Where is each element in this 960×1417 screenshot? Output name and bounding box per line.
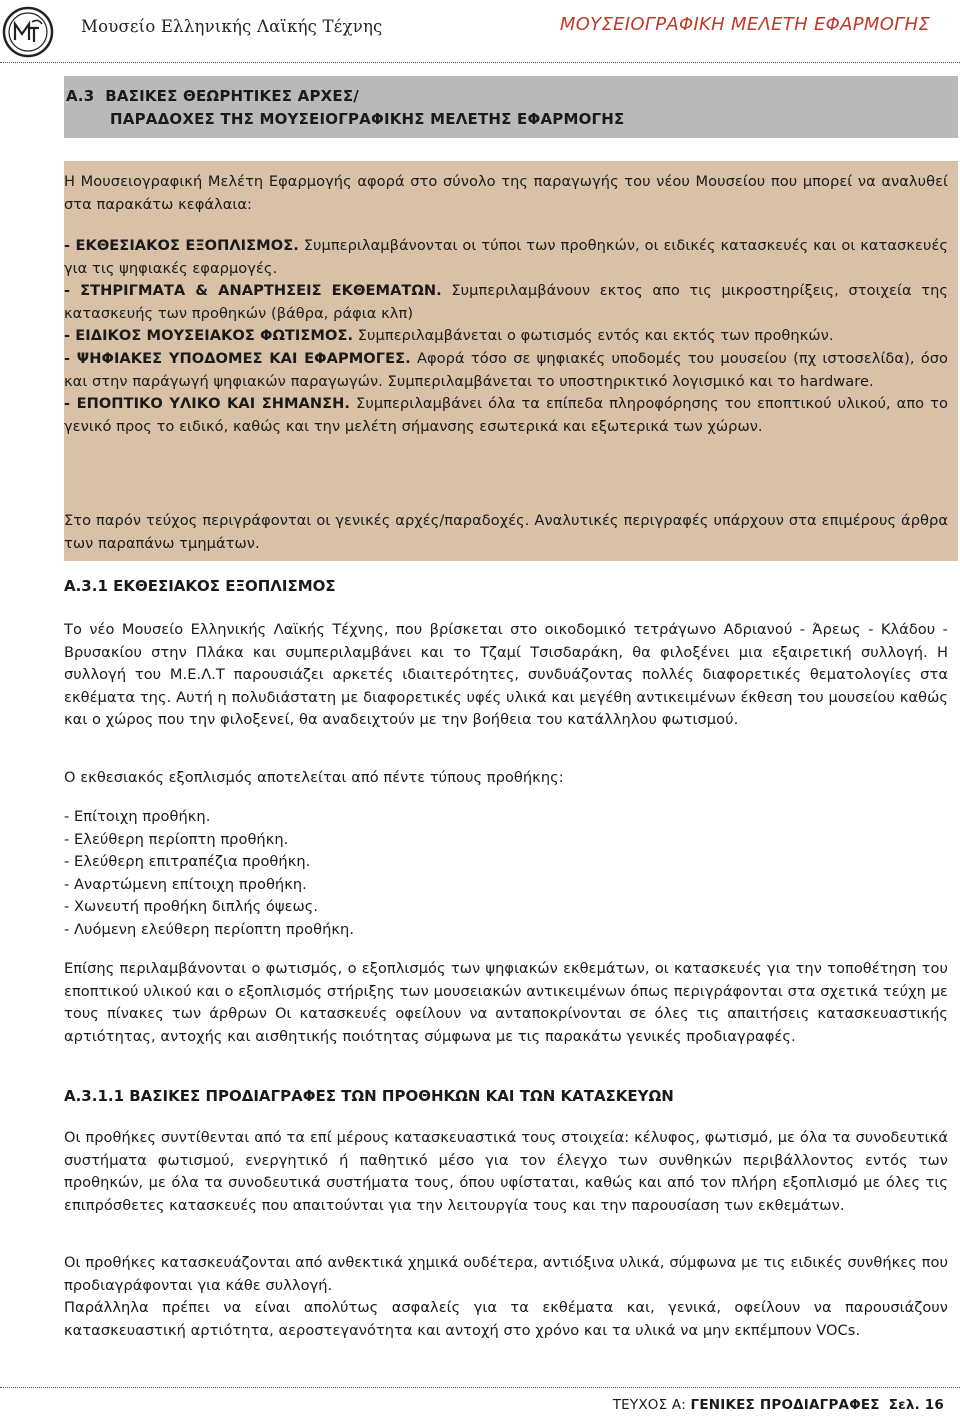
volume-title: ΓΕΝΙΚΕΣ ΠΡΟΔΙΑΓΡΑΦΕΣ bbox=[690, 1397, 880, 1413]
chapter-text: Αφορά τόσο σε ψηφιακές υποδομές του μουσείου (πχ ιστοσελίδα), όσο και στην παράγωγή ψηφιακών παραγωγών. Συμπεριλαμβάνεται το υποστηρικτικό λογισμικό και το hardware. bbox=[64, 349, 949, 390]
chapter-item bbox=[64, 348, 948, 393]
volume-label: ΤΕΥΧΟΣ Α: bbox=[612, 1397, 687, 1413]
paragraph: Ο εκθεσιακός εξοπλισμός αποτελείται από πέντε τύπους προθήκης: bbox=[64, 769, 564, 786]
list-item: - Λυόμενη ελεύθερη περίοπτη προθήκη. bbox=[64, 920, 355, 938]
paragraph: Παράλληλα πρέπει να είναι απολύτως ασφαλείς για τα εκθέματα και, γενικά, οφείλουν να παρουσιάζουν κατασκευαστική αρτιότητα, αεροστεγανότητα και αντοχή στο χρόνο και τα υλικά να μην εκπέμπουν VOCs. bbox=[64, 1299, 948, 1339]
paragraph: Οι προθήκες συντίθενται από τα επί μέρους κατασκευαστικά τους στοιχεία: κέλυφος, φωτισμό, με όλα τα συνοδευτικά συστήματα φωτισμού, ενεργητικό ή παθητικό μέσο για τον έλεγχο των συνθηκών περιβάλλοντος εντός των προθηκών, με όλα τα συνοδευτικά συστήματα τους, όπου υφίσταται, καθώς και από τον πλήρη εξοπλισμό με όλες τις επιπρόσθετες κατασκευές που απαιτούνται για την λειτουργία τους και την παρουσίαση των εκθεμάτων. bbox=[64, 1129, 948, 1214]
chapter-item bbox=[64, 393, 948, 438]
list-item: - Ελεύθερη επιτραπέζια προθήκη. bbox=[64, 853, 311, 871]
intro-text bbox=[64, 171, 948, 216]
section-heading-line2: ΠΑΡΑΔΟΧΕΣ ΤΗΣ ΜΟΥΣΕΙΟΓΡΑΦΙΚΗΣ ΜΕΛΕΤΗΣ ΕΦΑΡΜΟΓΗΣ bbox=[110, 110, 625, 128]
chapter-text: Συμπεριλαμβάνεται ο φωτισμός εντός και εκτός των προθηκών. bbox=[353, 327, 834, 345]
page-footer bbox=[613, 1394, 944, 1417]
a31-paragraph2 bbox=[64, 958, 948, 1048]
paragraph: Επίσης περιλαμβάνονται ο φωτισμός, ο εξοπλισμός των ψηφιακών εκθεμάτων, οι κατασκευές για την τοποθέτηση του εποπτικού υλικού και ο εξοπλισμός στήριξης των μουσειακών αντικειμένων όπως περιγράφονται στα σχετικά τεύχη με τους πίνακες των άρθρων Οι κατασκευές οφείλουν να ανταποκρίνονται σε όλες τις απαιτήσεις κατασκευαστικής αρτιότητας, αντοχής και αισθητικής ποιότητας σύμφωνα με τις παρακάτω γενικές προδιαγραφές. bbox=[64, 960, 948, 1045]
subsection-heading-a311: Α.3.1.1 ΒΑΣΙΚΕΣ ΠΡΟΔΙΑΓΡΑΦΕΣ ΤΩΝ ΠΡΟΘΗΚΩΝ ΚΑΙ ΤΩΝ ΚΑΤΑΣΚΕΥΩΝ bbox=[64, 1087, 674, 1105]
study-title: ΜΟΥΣΕΙΟΓΡΑΦΙΚΗ ΜΕΛΕΤΗ ΕΦΑΡΜΟΓΗΣ bbox=[559, 14, 930, 35]
chapter-item bbox=[64, 280, 948, 325]
paragraph: Το νέο Μουσείο Ελληνικής Λαϊκής Τέχνης, που βρίσκεται στο οικοδομικό τετράγωνο Αδριανού - Άρεως - Κλάδου - Βρυσακίου στην Πλάκα και συμπεριλαμβάνει και το Τζαμί Τσισδαράκη, θα φιλοξένει μια εξαιρετική συλλογή. Η συλλογή του Μ.Ε.Λ.Τ παρουσιάζει αρκετές ιδιαιτερότητες, συνδυάζοντας πολλές διαφορετικές θεματολογίες στα εκθέματα της. Αυτή η πολυδιάστατη με διαφορετικές υφές υλικά και μεγέθη αντικειμένων έκθεση του μουσείου καθώς και ο χώρος που την φιλοξενεί, θα αναδειχτούν με την βοήθεια του κατάλληλου φωτισμού. bbox=[64, 621, 948, 729]
chapter-text: Συμπεριλαμβάνονται οι τύποι των προθηκών, οι ειδικές κατασκευές και οι κατασκευές για τις ψηφιακές εφαρμογές. bbox=[64, 237, 948, 277]
chapter-title: - ΣΤΗΡΙΓΜΑΤΑ & ΑΝΑΡΤΗΣΕΙΣ ΕΚΘΕΜΑΤΩΝ. bbox=[64, 282, 442, 300]
chapter-item bbox=[64, 235, 948, 280]
a31-paragraph1 bbox=[64, 619, 948, 732]
chapter-text: Συμπεριλαμβάνουν εκτος απο τις μικροστηρίξεις, στοιχεία της κατασκευής των προθηκών (βάθρα, ράφια κλπ) bbox=[64, 282, 948, 322]
list-item: - Ελεύθερη περίοπτη προθήκη. bbox=[64, 830, 289, 848]
intro-note bbox=[64, 510, 948, 555]
chapter-item bbox=[64, 325, 948, 348]
types-list bbox=[64, 806, 948, 942]
note-paragraph: Στο παρόν τεύχος περιγράφονται οι γενικές αρχές/παραδοχές. Αναλυτικές περιγραφές υπάρχουν στα επιμέρους άρθρα των παραπάνω τμημάτων. bbox=[64, 512, 948, 552]
subsection-heading-a31: Α.3.1 ΕΚΘΕΣΙΑΚΟΣ ΕΞΟΠΛΙΣΜΟΣ bbox=[64, 577, 336, 595]
types-intro bbox=[64, 767, 948, 790]
section-heading-line1: Α.3 ΒΑΣΙΚΕΣ ΘΕΩΡΗΤΙΚΕΣ ΑΡΧΕΣ/ bbox=[66, 87, 359, 105]
a311-paragraph1 bbox=[64, 1127, 948, 1217]
chapter-title: - ΕΙΔΙΚΟΣ ΜΟΥΣΕΙΑΚΟΣ ΦΩΤΙΣΜΟΣ. bbox=[64, 327, 354, 345]
chapter-title: - ΕΚΘΕΣΙΑΚΟΣ ΕΞΟΠΛΙΣΜΟΣ. bbox=[64, 237, 299, 254]
list-item: - Επίτοιχη προθήκη. bbox=[64, 808, 211, 825]
chapter-text: Συμπεριλαμβάνει όλα τα επίπεδα πληροφόρησης του εποπτικού υλικού, απο το γενικό προς το ειδικό, καθώς και την μελέτη σήμανσης εσωτερικά και εξωτερικά των χώρων. bbox=[64, 395, 948, 435]
header-divider bbox=[0, 62, 960, 63]
page-number: Σελ. 16 bbox=[888, 1397, 944, 1413]
page-header bbox=[0, 0, 960, 62]
chapters-list bbox=[64, 235, 948, 438]
paragraph: Οι προθήκες κατασκευάζονται από ανθεκτικά χημικά ουδέτερα, αντιόξινα υλικά, σύμφωνα με τις ειδικές συνθήκες που προδιαγράφονται για κάθε συλλογή. bbox=[64, 1254, 948, 1294]
list-item: - Αναρτώμενη επίτοιχη προθήκη. bbox=[64, 875, 307, 893]
intro-paragraph: Η Μουσειογραφική Μελέτη Εφαρμογής αφορά στο σύνολο της παραγωγής του νέου Μουσείου που μπορεί να αναλυθεί στα παρακάτω κεφάλαια: bbox=[64, 173, 948, 213]
list-item: - Χωνευτή προθήκη διπλής όψεως. bbox=[64, 898, 319, 916]
footer-divider bbox=[0, 1387, 960, 1388]
chapter-title: - ΨΗΦΙΑΚΕΣ ΥΠΟΔΟΜΕΣ ΚΑΙ ΕΦΑΡΜΟΓΕΣ. bbox=[64, 349, 411, 367]
section-heading bbox=[66, 85, 625, 131]
museum-monogram-icon bbox=[2, 6, 54, 58]
chapter-title: - ΕΠΟΠΤΙΚΟ ΥΛΙΚΟ ΚΑΙ ΣΗΜΑΝΣΗ. bbox=[64, 395, 351, 413]
museum-name: Μουσείο Ελληνικής Λαϊκής Τέχνης bbox=[81, 17, 383, 36]
a311-paragraph2-3 bbox=[64, 1252, 948, 1342]
